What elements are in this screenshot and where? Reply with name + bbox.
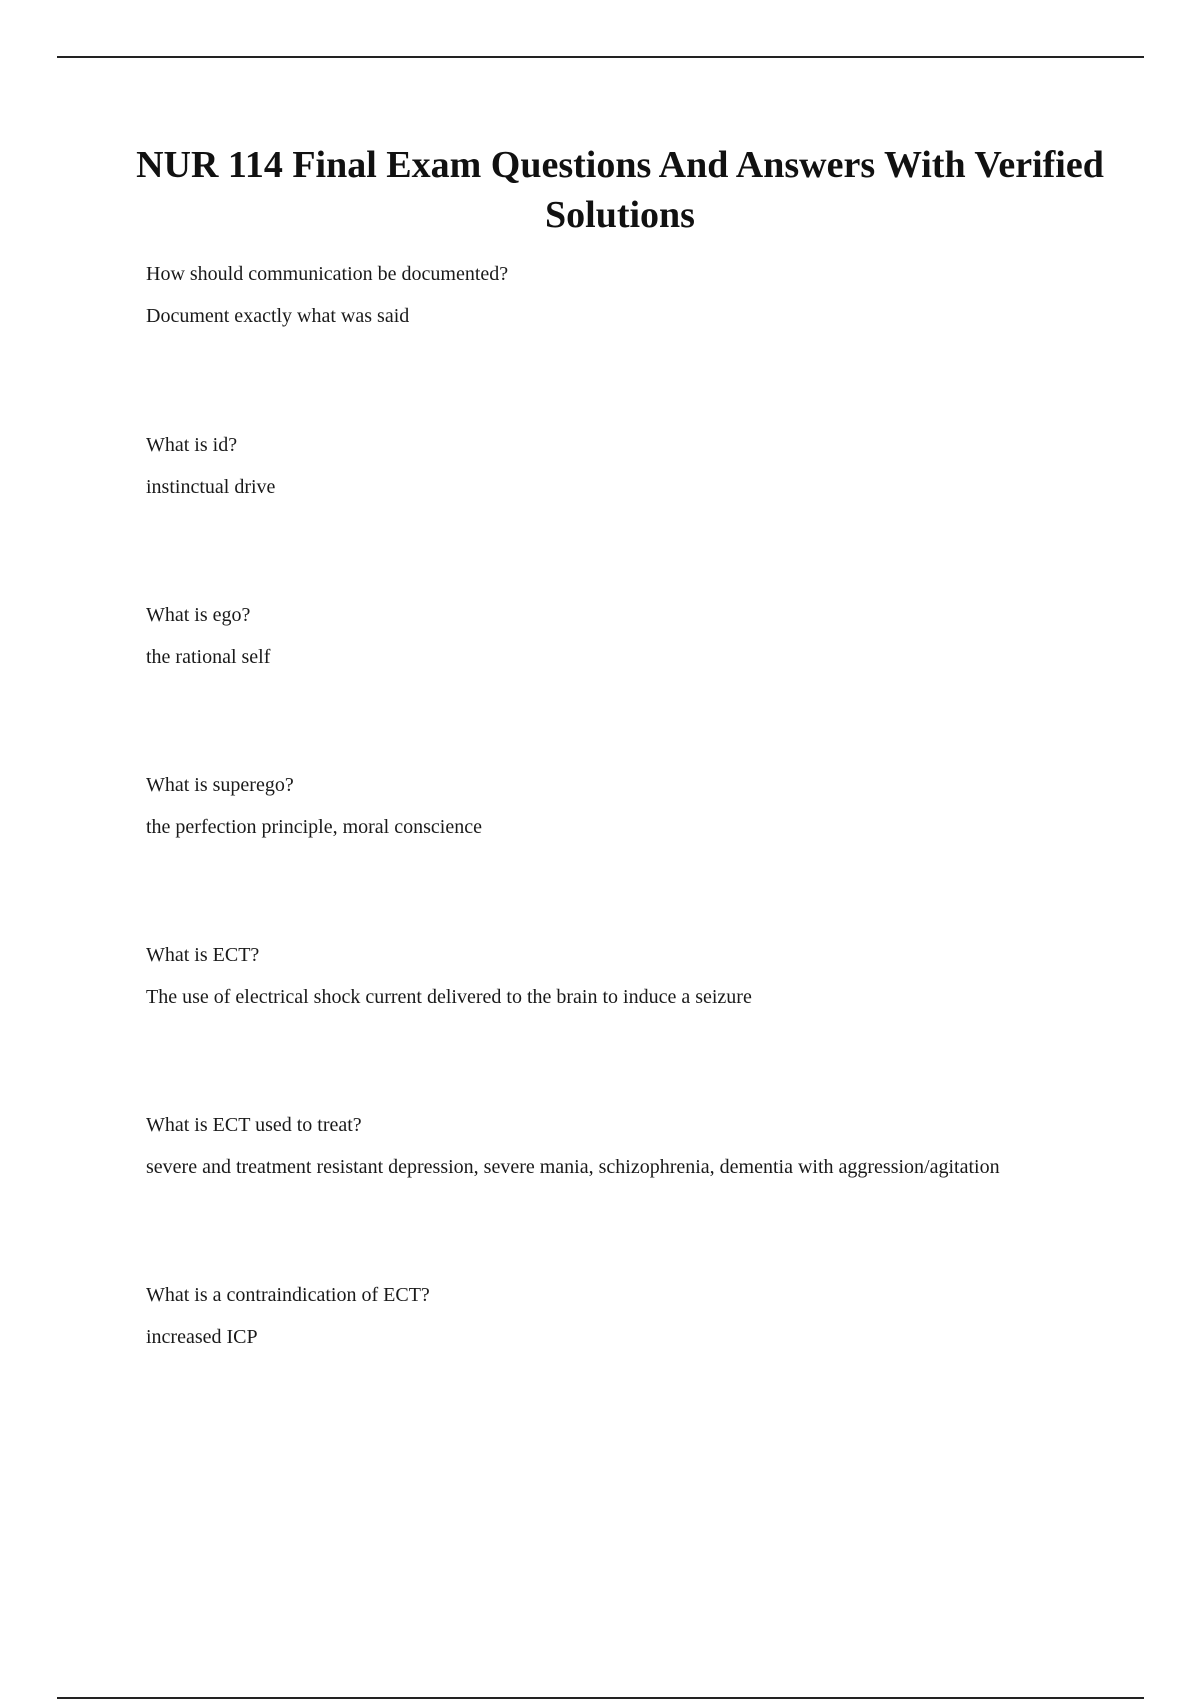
answer-text: the perfection principle, moral conscience — [146, 816, 482, 838]
qa-item — [146, 262, 1146, 328]
answer-text: The use of electrical shock current delivered to the brain to induce a seizure — [146, 986, 752, 1008]
qa-item — [146, 603, 1146, 669]
question-text: What is superego? — [146, 774, 294, 796]
qa-item — [146, 943, 1146, 1009]
question-text: What is ECT? — [146, 944, 260, 966]
bottom-rule — [57, 1697, 1144, 1699]
answer-text: the rational self — [146, 646, 271, 668]
question-text: What is id? — [146, 434, 238, 456]
question-text: How should communication be documented? — [146, 263, 509, 285]
answer-text: increased ICP — [146, 1326, 258, 1348]
page-title: NUR 114 Final Exam Questions And Answers With Verified Solutions — [136, 144, 1104, 236]
answer-text: instinctual drive — [146, 476, 276, 498]
qa-item — [146, 773, 1146, 839]
question-text: What is ego? — [146, 604, 251, 626]
top-rule — [57, 56, 1144, 58]
question-text: What is a contraindication of ECT? — [146, 1284, 430, 1306]
answer-text: Document exactly what was said — [146, 305, 410, 327]
qa-item — [146, 1113, 1146, 1179]
answer-text: severe and treatment resistant depression, severe mania, schizophrenia, dementia with aggression/agitation — [146, 1156, 1000, 1178]
qa-item — [146, 1283, 1146, 1349]
qa-item — [146, 433, 1146, 499]
question-text: What is ECT used to treat? — [146, 1114, 362, 1136]
